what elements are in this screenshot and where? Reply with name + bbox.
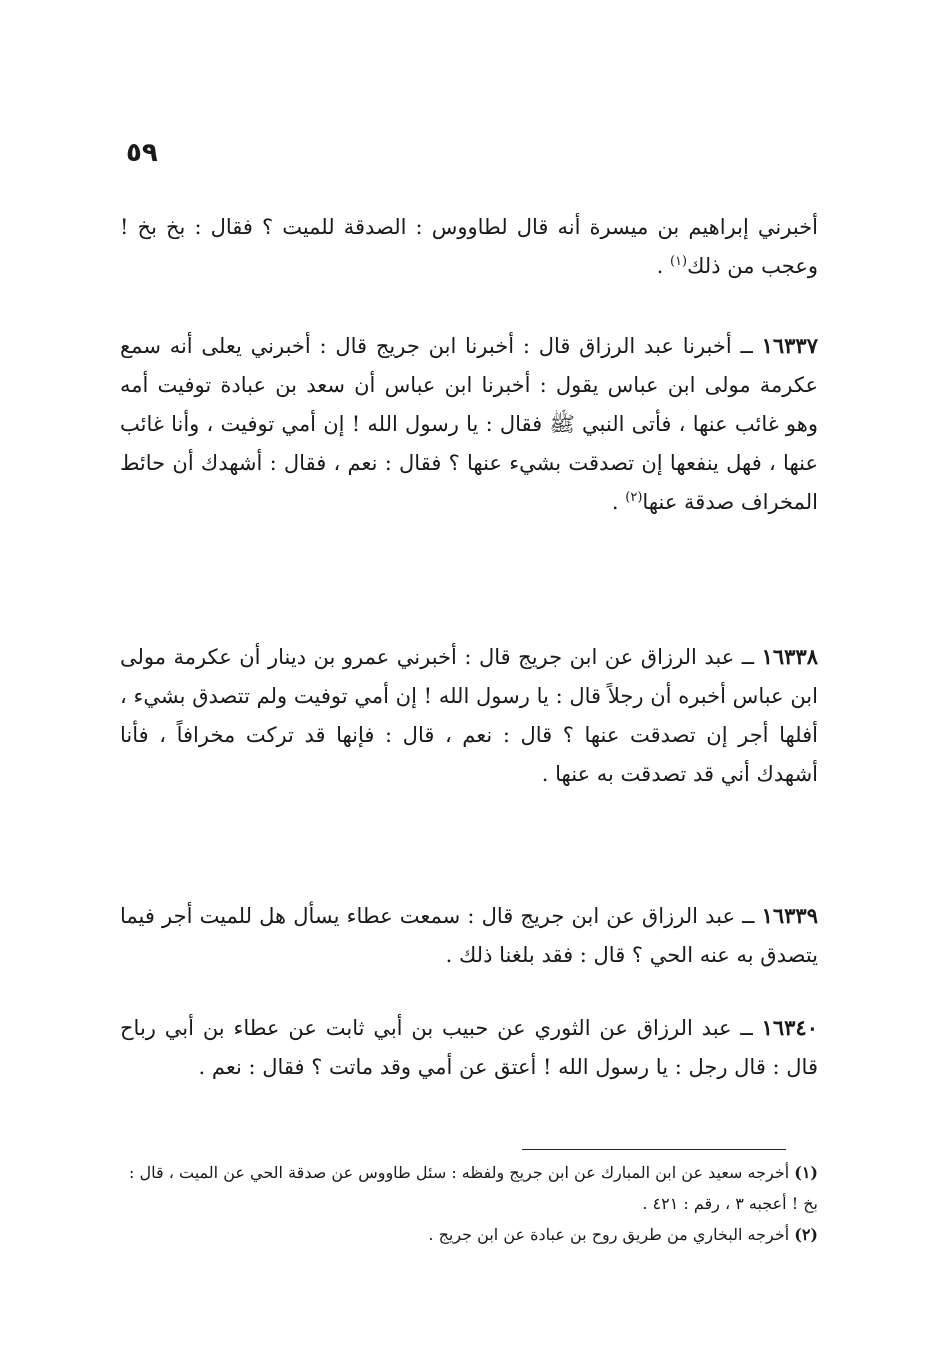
hadith-number: ١٦٣٣٩ — [761, 903, 818, 928]
page-number: ٥٩ — [126, 138, 158, 168]
hadith-tail: . — [611, 490, 626, 514]
hadith-text: ــ عبد الرزاق عن ابن جريج قال : أخبرني عمرو بن دينار أن عكرمة مولى ابن عباس أخبره أن رجلاً قال : يا رسول الله ! إن أمي توفيت ولم تتصدق بشيء ، أفلها أجر إن تصدقت عنها ؟ قال : نعم ، قال : فإنها قد تركت مخرافاً ، فأنا أشهدك أني قد تصدقت به عنها . — [120, 645, 818, 786]
footnote-reference: (١) — [669, 254, 688, 269]
footnote-number: (٢) — [794, 1225, 818, 1244]
hadith-number: ١٦٣٤٠ — [761, 1015, 818, 1040]
footnote-1 — [120, 1157, 818, 1219]
hadith-16340 — [120, 1008, 818, 1087]
paragraph-tail: . — [656, 254, 670, 278]
footnote-number: (١) — [794, 1163, 818, 1182]
hadith-text: ــ عبد الرزاق عن الثوري عن حبيب بن أبي ثابت عن عطاء بن أبي رباح قال : قال رجل : يا رسول الله ! أعتق عن أمي وقد ماتت ؟ فقال : نعم . — [120, 1016, 818, 1079]
footnote-divider — [522, 1149, 786, 1150]
paragraph-continuation — [120, 208, 818, 286]
footnote-2 — [120, 1219, 818, 1250]
hadith-number: ١٦٣٣٨ — [761, 644, 818, 669]
paragraph-text: أخبرني إبراهيم بن ميسرة أنه قال لطاووس : الصدقة للميت ؟ فقال : بخ بخ ! وعجب من ذلك — [120, 215, 818, 278]
hadith-16338 — [120, 637, 818, 794]
footnote-text: أخرجه سعيد عن ابن المبارك عن ابن جريج ولفظه : سئل طاووس عن صدقة الحي عن الميت ، قال : بخ ! أعجبه ٣ ، رقم : ٤٢١ . — [129, 1163, 818, 1213]
footnote-text: أخرجه البخاري من طريق روح بن عبادة عن ابن جريج . — [428, 1225, 795, 1244]
footnotes-section — [120, 1157, 818, 1250]
hadith-16337 — [120, 326, 818, 522]
hadith-text: ــ أخبرنا عبد الرزاق قال : أخبرنا ابن جريج قال : أخبرني يعلى أنه سمع عكرمة مولى ابن عباس يقول : أخبرنا ابن عباس أن سعد بن عبادة توفيت أمه وهو غائب عنها ، فأتى النبي ﷺ فقال : يا رسول الله ! إن أمي توفيت ، وأنا غائب عنها ، فهل ينفعها إن تصدقت بشيء عنها ؟ فقال : نعم ، فقال : أشهدك أن حائط المخراف صدقة عنها — [120, 334, 818, 514]
hadith-number: ١٦٣٣٧ — [761, 333, 818, 358]
hadith-text: ــ عبد الرزاق عن ابن جريج قال : سمعت عطاء يسأل هل للميت أجر فيما يتصدق به عنه الحي ؟ قال : فقد بلغنا ذلك . — [120, 904, 818, 967]
footnote-reference: (٢) — [625, 490, 643, 505]
hadith-16339 — [120, 896, 818, 975]
